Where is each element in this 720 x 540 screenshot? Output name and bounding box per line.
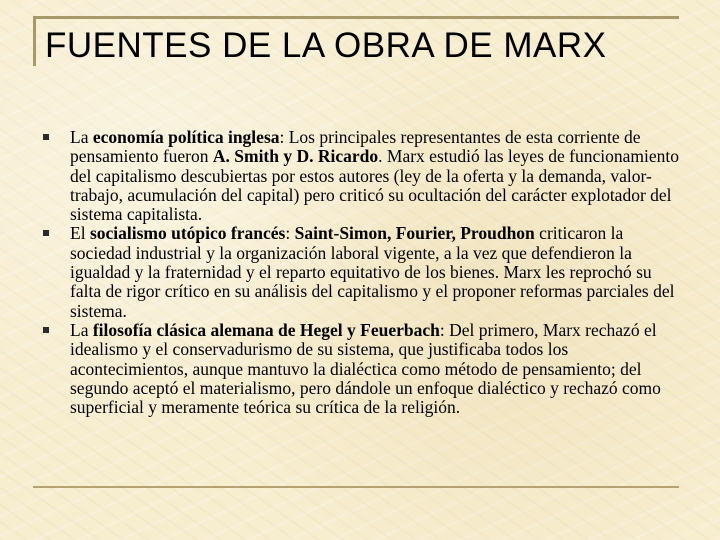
bullet-bold-text: Saint-Simon, Fourier, Proudhon (294, 223, 535, 244)
bullet-bold-text: A. Smith y D. Ricardo (212, 146, 379, 167)
bullet-text: : Los principales representantes de esta corriente de pensamiento fueron (70, 127, 641, 167)
slide-title: FUENTES DE LA OBRA DE MARX (45, 26, 607, 65)
bullet-text: : Del primero, Marx rechazó el idealismo y el conservadurismo de su sistema, que justificaba todos los acontecimientos, aunque mantuvo la dialéctica como método de pensamiento; del segundo aceptó el materialismo, pero dándole un enfoque dialéctico y rechazó como superficial y meramente teórica su crítica de la religión. (70, 319, 661, 418)
frame-top-line (33, 16, 679, 19)
bullet-text: La (70, 319, 93, 340)
bullet-text: El (70, 223, 90, 244)
bullet-item (43, 321, 683, 417)
bullet-text: La (70, 127, 93, 147)
square-bullet-icon (43, 327, 49, 333)
frame-left-line (33, 16, 36, 66)
square-bullet-icon (43, 230, 49, 236)
frame-bottom-line (33, 486, 679, 488)
bullet-bold-text: socialismo utópico francés (89, 223, 286, 244)
bullet-text: criticaron la sociedad industrial y la organización laboral vigente, a la vez que defendieron la igualdad y la fraternidad y el reparto equitativo de los bienes. Marx les reprochó su falta de rigor crítico en su análisis del capitalismo y el proponer reformas parciales del sistema. (70, 223, 675, 321)
bullet-text: . Marx estudió las leyes de funcionamiento del capitalismo descubiertas por estos autores (ley de la oferta y la demanda, valor-trabajo, acumulación del capital) pero criticó su ocultación del carácter explotador del sistema capitalista. (70, 146, 679, 225)
bullet-item (43, 224, 683, 320)
bullet-item (43, 128, 683, 224)
square-bullet-icon (43, 134, 49, 140)
bullet-bold-text: filosofía clásica alemana de Hegel y Feuerbach (92, 319, 440, 340)
bullet-text: : (285, 223, 295, 244)
bullet-bold-text: economía política inglesa (92, 127, 280, 147)
bullet-list (43, 128, 683, 417)
